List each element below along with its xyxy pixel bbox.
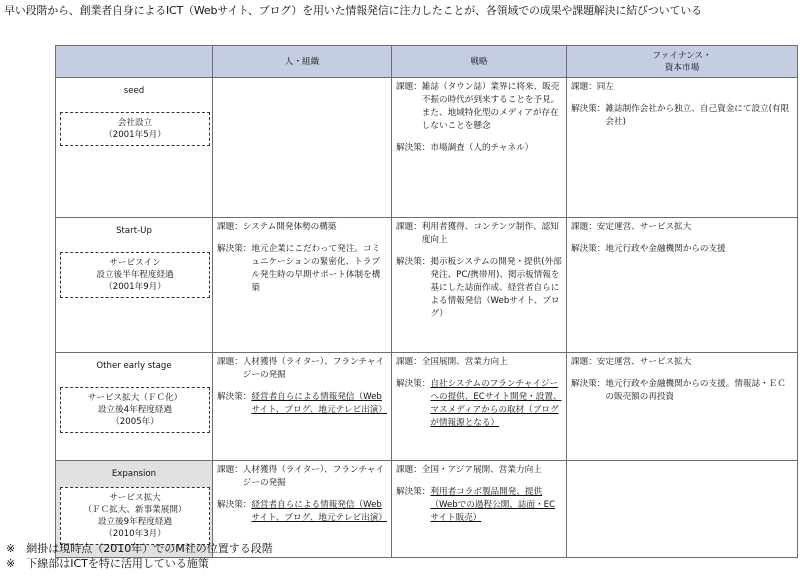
issue-item: 課題： 同左 xyxy=(571,82,614,92)
solution-item: 解決策： 自社システムのフランチャイジーへの提供、ECサイト開発・設置、マスメディアからの取材（ブログが情報源となる） xyxy=(396,379,562,428)
header-finance: ファイナンス・ 資本市場 xyxy=(567,46,798,78)
issue-item: 課題： 利用者獲得、コンテンツ制作、認知度向上 xyxy=(396,222,559,245)
issue-item: 課題： 全国・アジア展開、営業力向上 xyxy=(396,465,542,475)
stage-title: Other early stage xyxy=(96,361,172,371)
issue-item: 課題： 雑誌（タウン誌）業界に将来、販売不振の時代が到来することを予見。また、地域特化型のメディアが存在しないことを懸念 xyxy=(396,82,560,131)
footnotes xyxy=(6,541,273,571)
footnote-shading: ※ 網掛は現時点（2010年）でのM社の位置する段階 xyxy=(6,542,273,555)
solution-item: 解決策： 掲示板システムの開発・提供(外部発注、PC/携帯用)、掲示板情報を基にした誌面作成、経営者自らによる情報発信（Webサイト、ブログ） xyxy=(396,257,562,319)
stage-title: Start-Up xyxy=(116,226,152,236)
stage-cell xyxy=(56,218,213,353)
table-row xyxy=(56,78,798,218)
stage-box: サービスイン 設立後半年程度経過 （2001年9月） xyxy=(60,252,210,298)
issue-item: 課題： システム開発体勢の構築 xyxy=(217,222,337,232)
finance-cell xyxy=(567,78,798,218)
stage-cell xyxy=(56,353,213,461)
stage-cell xyxy=(56,78,213,218)
solution-item: 解決策： 経営者自らによる情報発信（Webサイト、ブログ、地元テレビ出演） xyxy=(217,500,387,523)
solution-item: 解決策： 雑誌制作会社から独立、自己資金にて設立(有限会社) xyxy=(571,104,790,127)
solution-item: 解決策： 地元企業にこだわって発注。コミュニケーションの緊密化、トラブル発生時の早期サポート体制を構築 xyxy=(217,244,381,293)
issue-item: 課題： 安定運営、サービス拡大 xyxy=(571,222,692,232)
solution-item: 解決策： 経営者自らによる情報発信（Webサイト、ブログ、地元テレビ出演） xyxy=(217,392,387,415)
stage-box: 会社設立 （2001年5月） xyxy=(60,112,210,146)
figure-caption: 早い段階から、創業者自身によるICT（Webサイト、ブログ）を用いた情報発信に注力したことが、各領域での成果や課題解決に結びついている xyxy=(4,4,702,17)
header-stage xyxy=(56,46,213,78)
stage-title: seed xyxy=(123,86,145,96)
table-row xyxy=(56,353,798,461)
header-strategy: 戦略 xyxy=(392,46,567,78)
solution-item: 解決策： 利用者コラボ製品開発、提供（Webでの過程公開、誌面・ECサイト販売） xyxy=(396,487,556,523)
issue-item: 課題： 全国展開、営業力向上 xyxy=(396,357,508,367)
strategy-cell xyxy=(392,461,567,558)
finance-cell xyxy=(567,353,798,461)
header-people: 人・組織 xyxy=(213,46,392,78)
solution-item: 解決策： 市場調査（人的チャネル） xyxy=(396,143,534,153)
header-row xyxy=(56,46,798,78)
strategy-cell xyxy=(392,218,567,353)
stage-box: サービス拡大 （ＦＣ拡大、新事業展開） 設立後9年程度経過 （2010年3月） xyxy=(60,487,210,545)
stage-title: Expansion xyxy=(111,469,157,479)
finance-cell xyxy=(567,218,798,353)
issue-item: 課題： 人材獲得（ライター）、フランチャイジーの発掘 xyxy=(217,465,385,488)
issue-item: 課題： 安定運営、サービス拡大 xyxy=(571,357,692,367)
issue-item: 課題： 人材獲得（ライター）、フランチャイジーの発掘 xyxy=(217,357,385,380)
people-cell xyxy=(213,218,392,353)
footnote-underline: ※ 下線部はICTを特に活用している施策 xyxy=(6,557,209,570)
stage-box: サービス拡大（ＦＣ化） 設立後4年程度経過 （2005年） xyxy=(60,387,210,433)
table-row xyxy=(56,218,798,353)
solution-item: 解決策： 地元行政や金融機関からの支援。情報誌・ＥＣの販売額の再投資 xyxy=(571,379,786,402)
people-cell xyxy=(213,78,392,218)
stage-issue-table xyxy=(55,45,798,558)
solution-item: 解決策： 地元行政や金融機関からの支援 xyxy=(571,244,726,254)
strategy-cell xyxy=(392,78,567,218)
finance-cell xyxy=(567,461,798,558)
strategy-cell xyxy=(392,353,567,461)
people-cell xyxy=(213,353,392,461)
